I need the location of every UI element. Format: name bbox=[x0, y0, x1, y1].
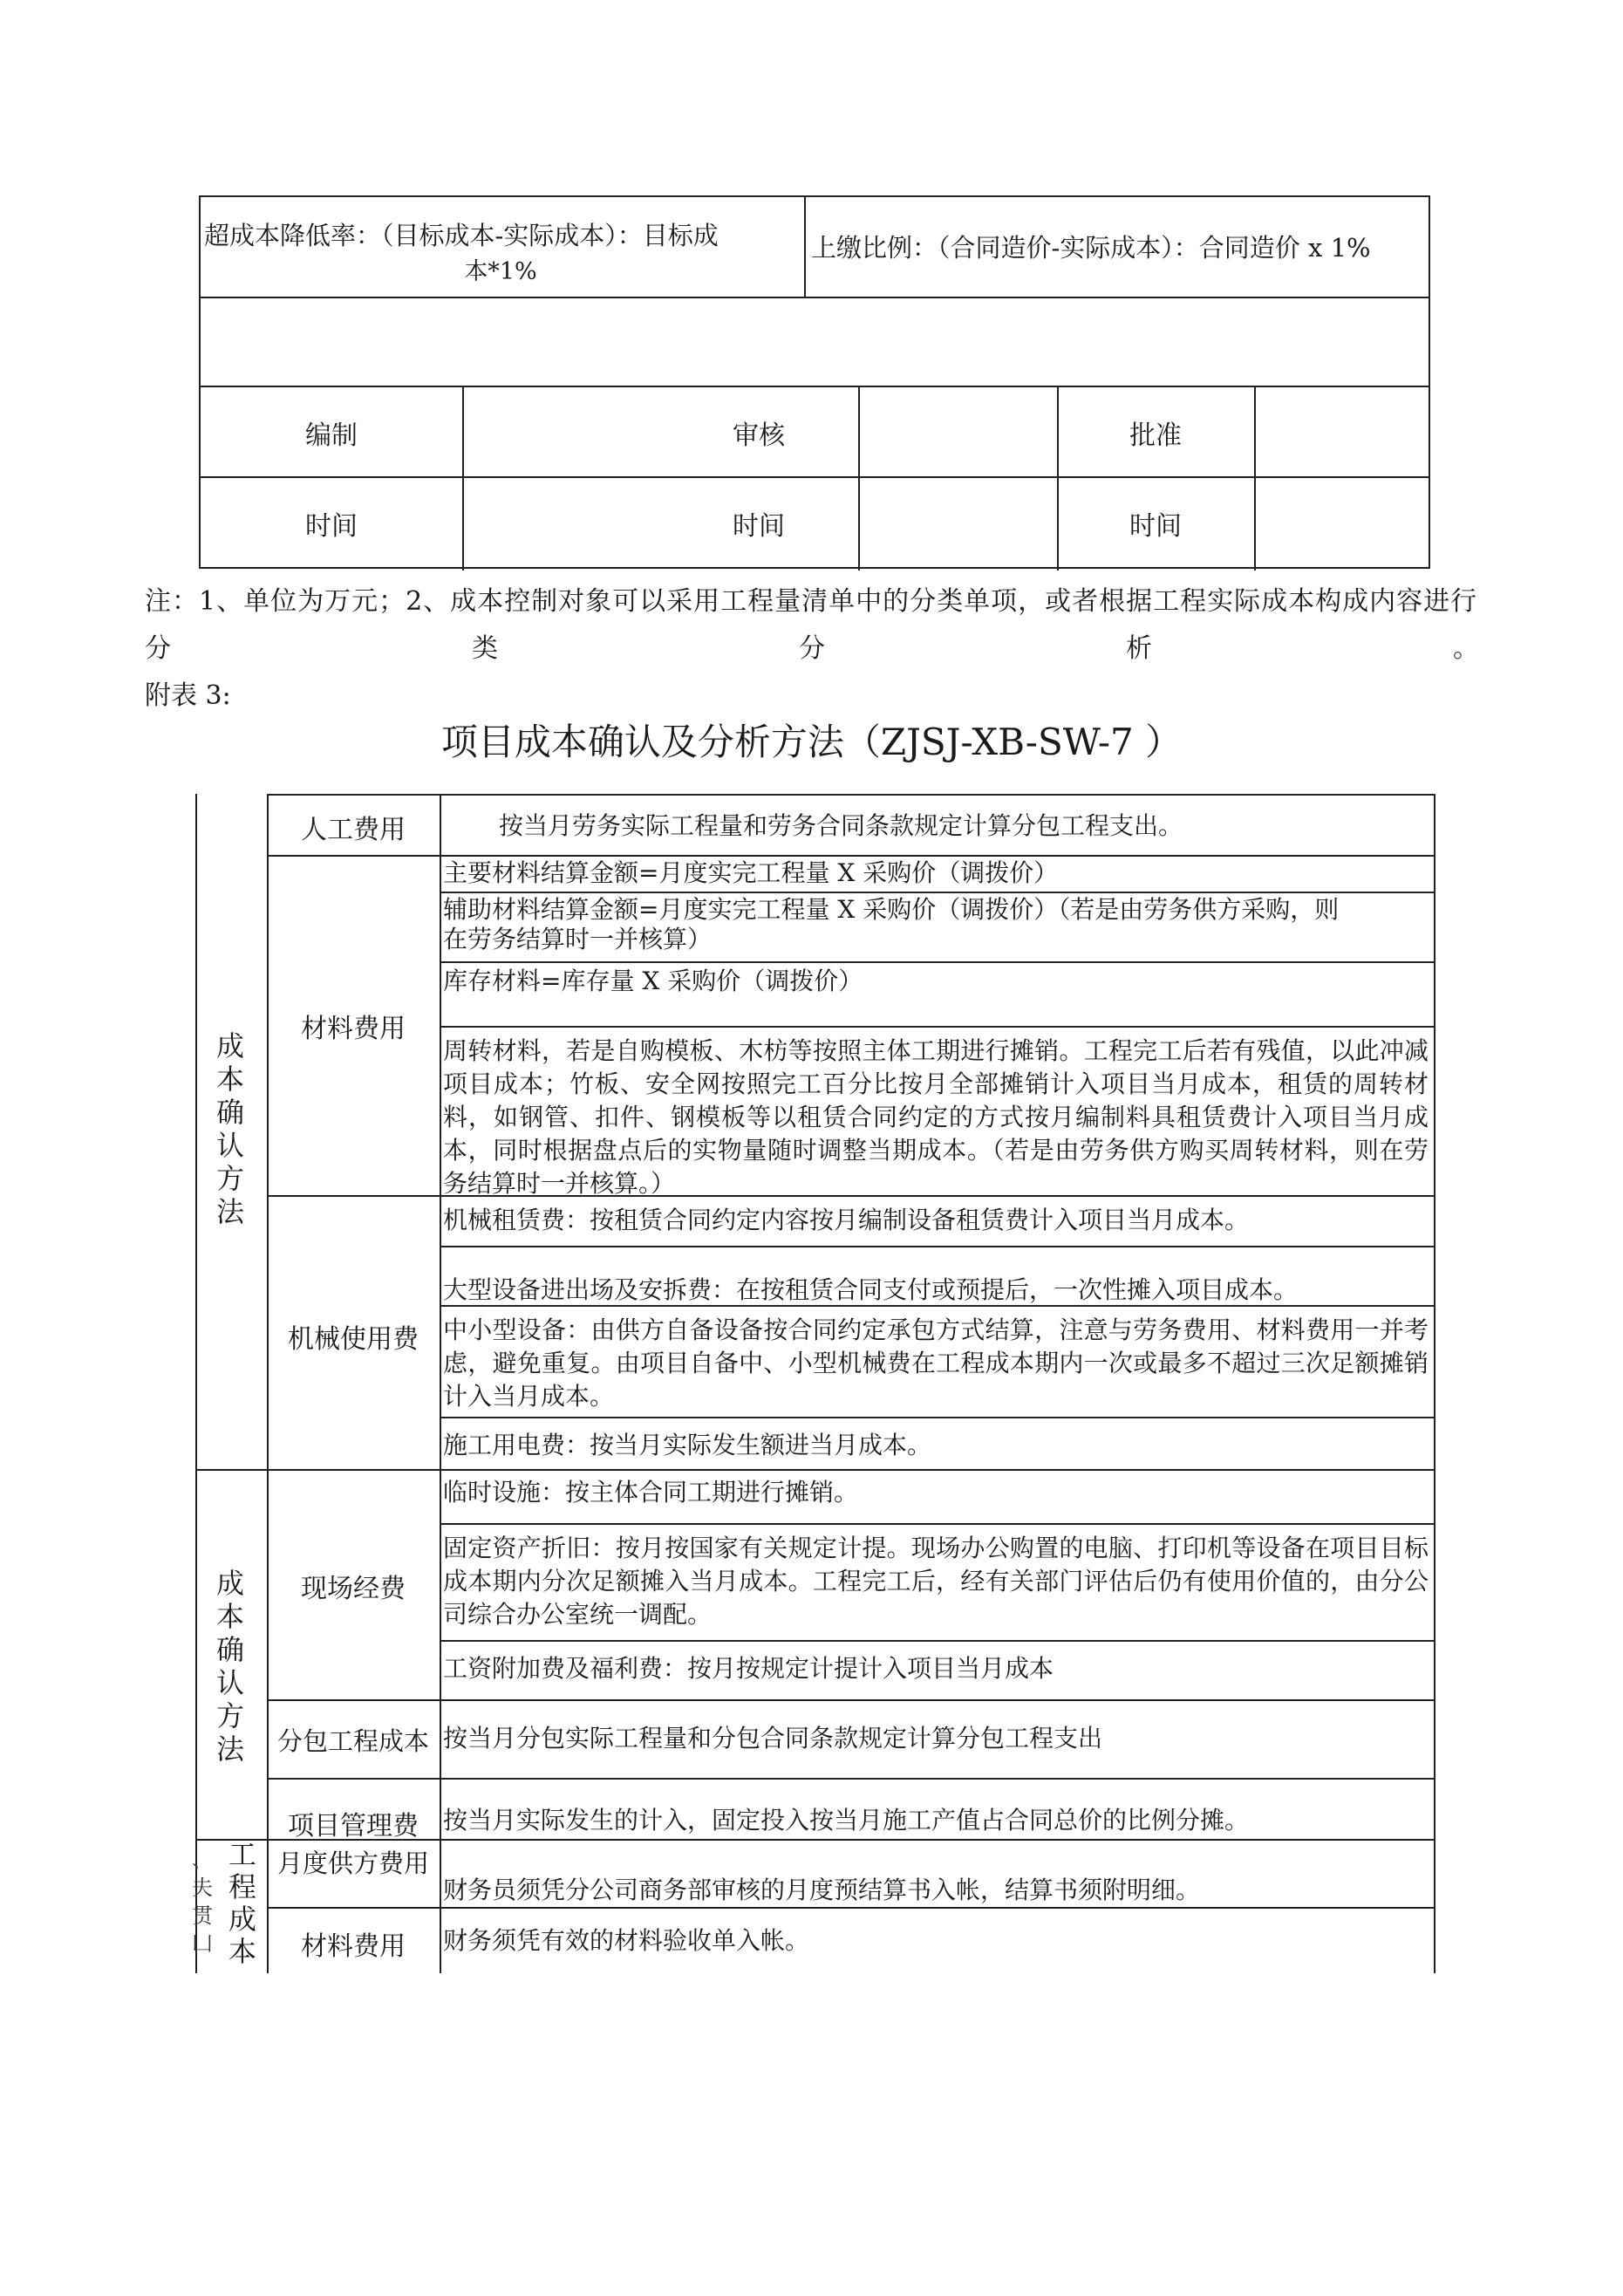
row-label-site: 现场经费 bbox=[301, 1574, 406, 1604]
appendix-label: 附表 3: bbox=[145, 680, 231, 711]
row-label-management: 项目管理费 bbox=[288, 1811, 419, 1842]
remittance-ratio-formula: 上缴比例：（合同造价-实际成本）：合同造价 x 1% bbox=[811, 233, 1371, 263]
material-stock-text: 库存材料=库存量 X 采购价（调拨价） bbox=[443, 967, 863, 995]
site-temp-text: 临时设施：按主体合同工期进行摊销。 bbox=[443, 1478, 859, 1507]
material-main-text: 主要材料结算金额=月度实完工程量 X 采购价（调拨价） bbox=[443, 858, 1059, 887]
note-text-continued: 分 类 分 析 。 bbox=[145, 633, 1479, 664]
row-divider bbox=[201, 476, 1429, 478]
machine-power-text: 施工用电费：按当月实际发生额进当月成本。 bbox=[443, 1431, 932, 1459]
site-depreciation-text: 固定资产折旧：按月按国家有关规定计提。现场办公购置的电脑、打印机等设备在项目目标成本期内分次足额摊入当月成本。工程完工后，经有关部门评估后仍有使用价值的，由分公司综合办公室统一调配。 bbox=[443, 1534, 1429, 1629]
material-aux-text: 辅助材料结算金额=月度实完工程量 X 采购价（调拨价）（若是由劳务供方采购，则 在劳务结算时一并核算） bbox=[443, 895, 1340, 953]
group-label-project-cost: 工 程 成 本 bbox=[228, 1838, 256, 1968]
formula-signature-table bbox=[199, 195, 1430, 569]
review-label: 审核 bbox=[733, 420, 785, 451]
cost-reduction-formula: 超成本降低率：（目标成本-实际成本）：目标成 本*1% bbox=[204, 221, 719, 285]
approve-time-label: 时间 bbox=[1129, 511, 1182, 542]
approve-label: 批准 bbox=[1129, 420, 1182, 451]
col-divider bbox=[804, 197, 806, 297]
col-divider bbox=[1254, 386, 1256, 571]
review-time-label: 时间 bbox=[733, 511, 785, 542]
material-turnover-text: 周转材料，若是自购模板、木枋等按照主体工期进行摊销。工程完工后若有残值，以此冲减项目成本；竹板、安全网按照完工百分比按月全部摊销计入项目当月成本，租赁的周转材料，如钢管、扣件、钢模板等以租赁合同约定的方式按月编制料具租赁费计入项目当月成本，同时根据盘点后的实物量随时调整当期成本。（若是由劳务供方购买周转材料，则在劳务结算时一并核算。） bbox=[443, 1036, 1429, 1198]
supplier-text: 财务员须凭分公司商务部审核的月度预结算书入帐，结算书须附明细。 bbox=[443, 1876, 1201, 1904]
management-text: 按当月实际发生的计入，固定投入按当月施工产值占合同总价的比例分摊。 bbox=[443, 1806, 1250, 1835]
labor-text: 按当月劳务实际工程量和劳务合同条款规定计算分包工程支出。 bbox=[499, 811, 1183, 840]
row-label-subcontract: 分包工程成本 bbox=[276, 1726, 429, 1756]
row-label-material: 材料费用 bbox=[301, 1014, 406, 1044]
clipped-side-text: 、 夫 贯 凵 bbox=[192, 1848, 213, 1956]
page-title: 项目成本确认及分析方法（ZJSJ-XB-SW-7 ） bbox=[440, 721, 1183, 763]
group-label-cost-confirmation-1: 成 本 确 认 方 法 bbox=[215, 1029, 244, 1228]
cost-confirmation-table bbox=[192, 794, 1434, 1973]
compile-time-label: 时间 bbox=[305, 511, 358, 542]
machine-large-text: 大型设备进出场及安拆费：在按租赁合同支付或预提后，一次性摊入项目成本。 bbox=[443, 1275, 1299, 1304]
site-wage-text: 工资附加费及福利费：按月按规定计提计入项目当月成本 bbox=[443, 1654, 1054, 1683]
row-divider bbox=[201, 297, 1429, 298]
row-label-labor: 人工费用 bbox=[301, 815, 406, 845]
compile-label: 编制 bbox=[305, 420, 358, 451]
group-label-cost-confirmation-2: 成 本 确 认 方 法 bbox=[215, 1567, 244, 1766]
material-2-text: 财务须凭有效的材料验收单入帐。 bbox=[443, 1926, 810, 1955]
row-label-material-2: 材料费用 bbox=[301, 1931, 406, 1962]
row-label-machine: 机械使用费 bbox=[288, 1324, 419, 1355]
subcontract-text: 按当月分包实际工程量和分包合同条款规定计算分包工程支出 bbox=[443, 1724, 1103, 1753]
machine-mid-text: 中小型设备：由供方自备设备按合同约定承包方式结算，注意与劳务费用、材料费用一并考虑，避免重复。由项目自备中、小型机械费在工程成本期内一次或最多不超过三次足额摊销计入当月成本。 bbox=[443, 1315, 1429, 1411]
row-divider bbox=[201, 386, 1429, 387]
machine-rent-text: 机械租赁费：按租赁合同约定内容按月编制设备租赁费计入项目当月成本。 bbox=[443, 1206, 1250, 1234]
row-label-supplier: 月度供方费用 bbox=[276, 1848, 429, 1878]
note-text: 注：1、单位为万元；2、成本控制对象可以采用工程量清单中的分类单项，或者根据工程实际成本构成内容进行 bbox=[145, 586, 1478, 617]
